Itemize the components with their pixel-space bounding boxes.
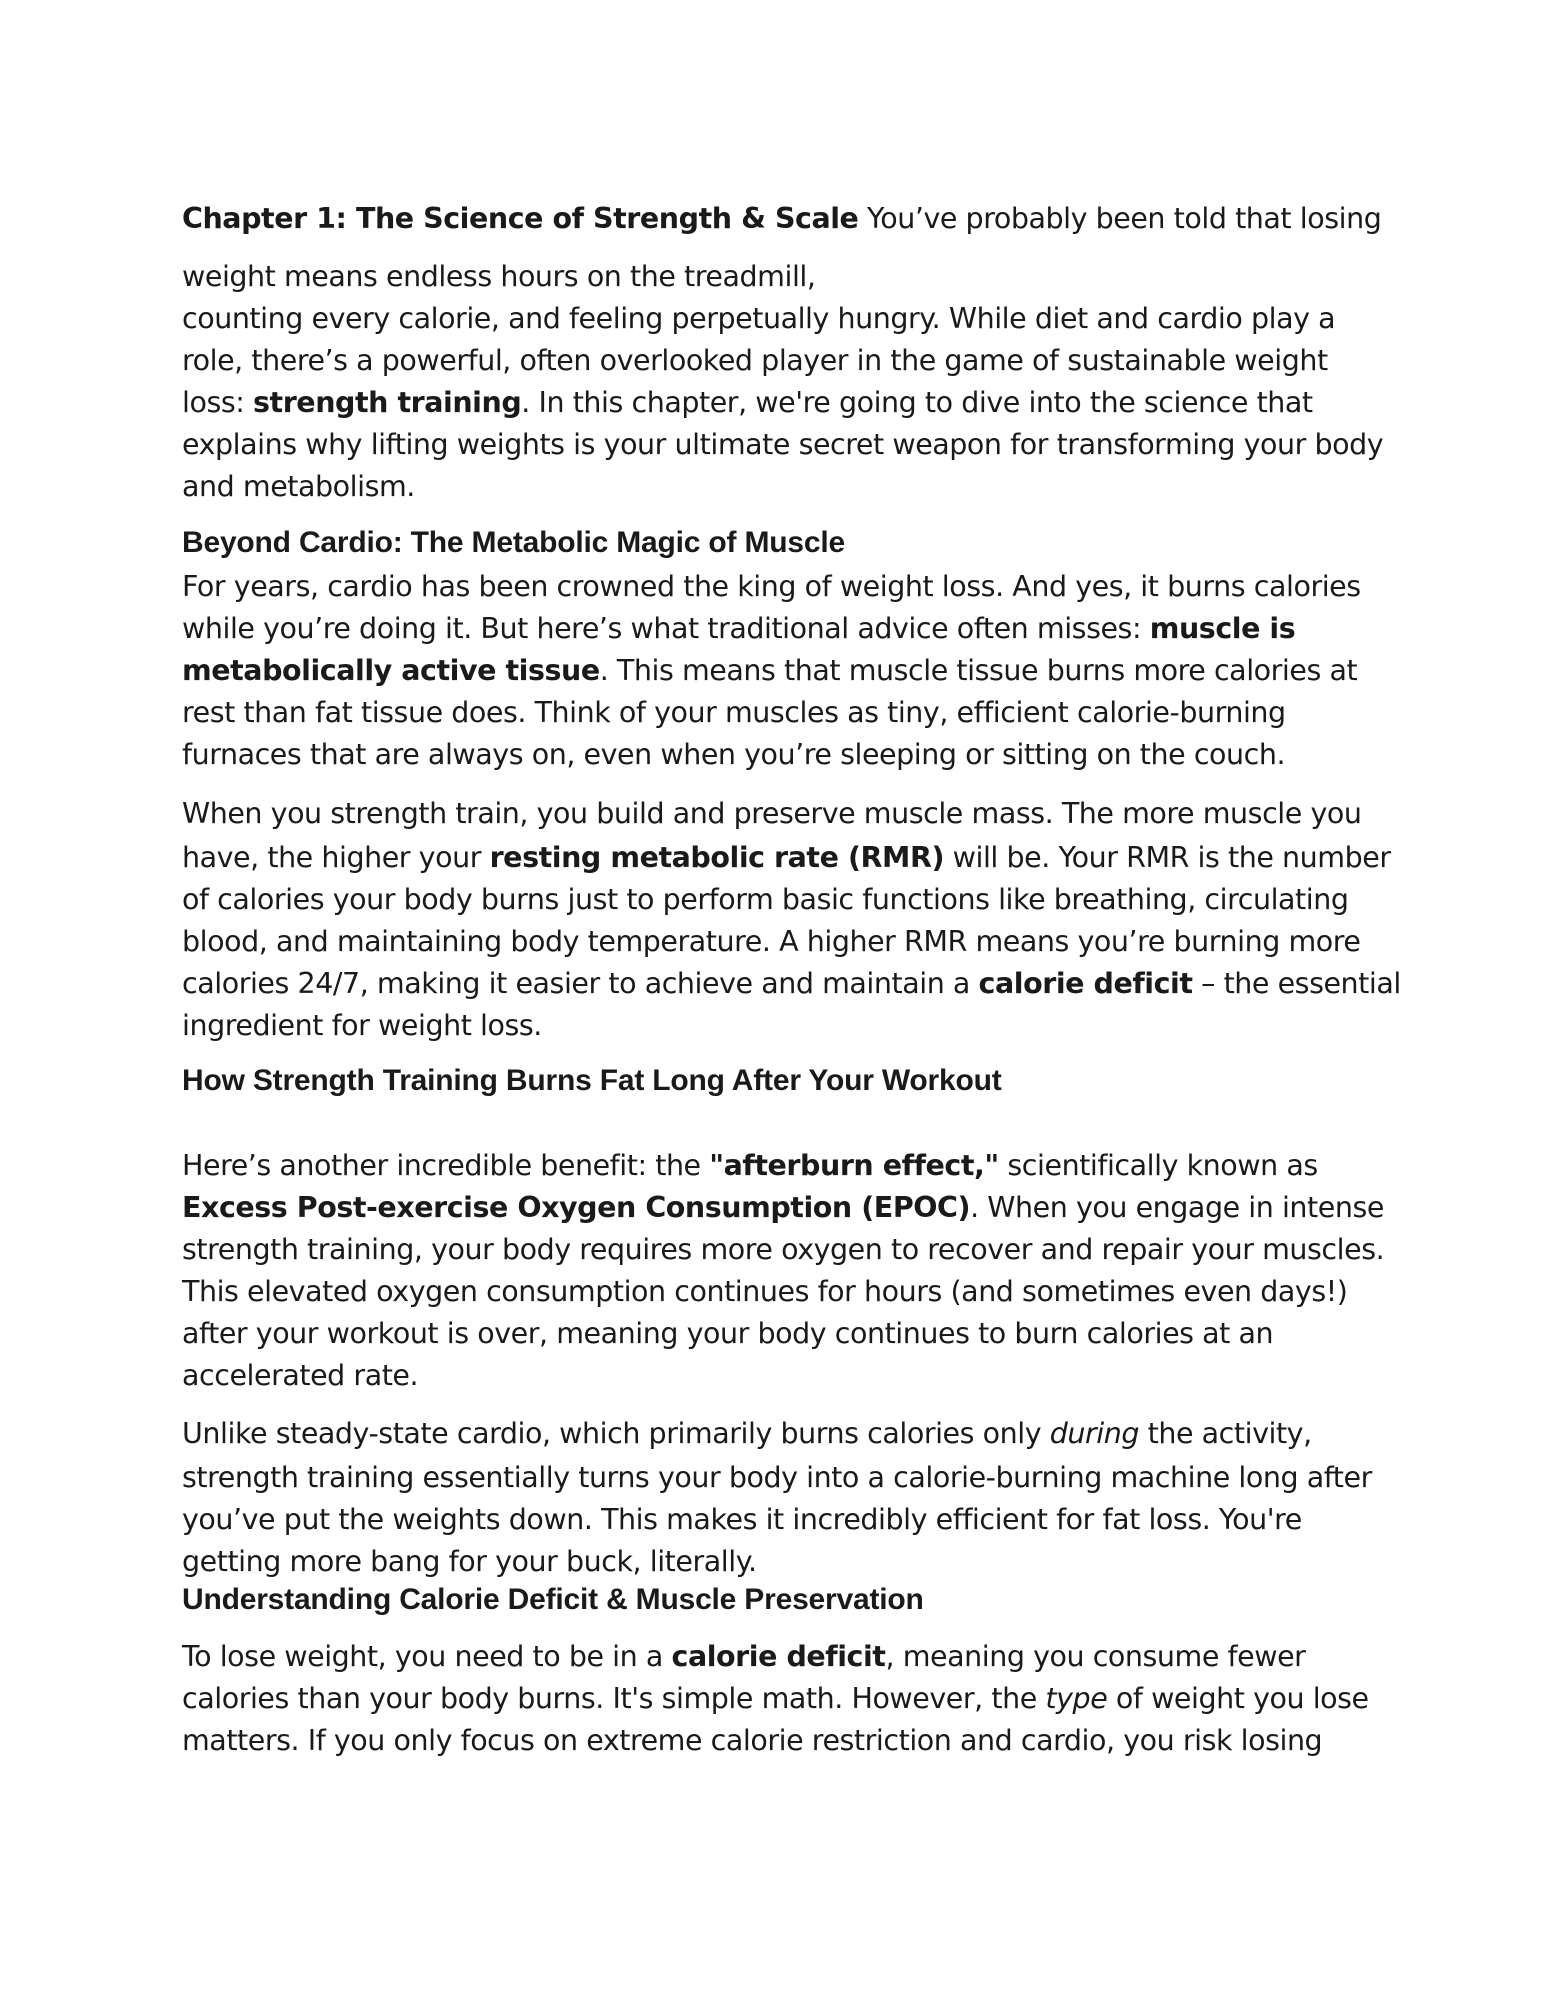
- section1-paragraph-2: When you strength train, you build and preserve muscle mass. The more muscle you have, the higher your resting metabolic rate (RMR) will be. Your RMR is the number of calories your body burns just to perform basic functions like breathing, circulating blood, and maintaining body temperature. A higher RMR means you’re burning more calories 24/7, making it easier to achieve and maintain a calorie deficit – the essential ingredient for weight loss.: [182, 797, 1401, 1042]
- chapter-intro-first-line: Chapter 1: The Science of Strength & Scale You’ve probably been told that losing: [182, 202, 1382, 235]
- section-heading-metabolic-magic: Beyond Cardio: The Metabolic Magic of Muscle: [182, 526, 845, 559]
- section2-paragraph-2: Unlike steady-state cardio, which primarily burns calories only during the activity, strength training essentially turns your body into a calorie-burning machine long after you’ve put the weights down. This makes it incredibly efficient for fat loss. You're getting more bang for your buck, literally.: [182, 1417, 1372, 1578]
- section-heading-afterburn: How Strength Training Burns Fat Long After Your Workout: [182, 1064, 1002, 1097]
- chapter-intro-paragraph: weight means endless hours on the treadmill, counting every calorie, and feeling perpetually hungry. While diet and cardio play a role, there’s a powerful, often overlooked player in the game of sustainable weight loss: strength training. In this chapter, we're going to dive into the science that explains why lifting weights is your ultimate secret weapon for transforming your body and metabolism.: [182, 260, 1384, 503]
- section2-paragraph-1: Here’s another incredible benefit: the "afterburn effect," scientifically known as Excess Post-exercise Oxygen Consumption (EPOC). When you engage in intense strength training, your body requires more oxygen to recover and repair your muscles. This elevated oxygen consumption continues for hours (and sometimes even days!) after your workout is over, meaning your body continues to burn calories at an accelerated rate.: [182, 1149, 1385, 1392]
- section3-paragraph-1: To lose weight, you need to be in a calorie deficit, meaning you consume fewer calories than your body burns. It's simple math. However, the type of weight you lose matters. If you only focus on extreme calorie restriction and cardio, you risk losing: [182, 1640, 1369, 1757]
- section-heading-calorie-deficit: Understanding Calorie Deficit & Muscle Preservation: [182, 1583, 924, 1616]
- chapter-title: Chapter 1: The Science of Strength & Scale: [182, 202, 859, 235]
- section1-paragraph-1: For years, cardio has been crowned the king of weight loss. And yes, it burns calories while you’re doing it. But here’s what traditional advice often misses: muscle is metabolically active tissue. This means that muscle tissue burns more calories at rest than fat tissue does. Think of your muscles as tiny, efficient calorie-burning furnaces that are always on, even when you’re sleeping or sitting on the couch.: [182, 570, 1361, 771]
